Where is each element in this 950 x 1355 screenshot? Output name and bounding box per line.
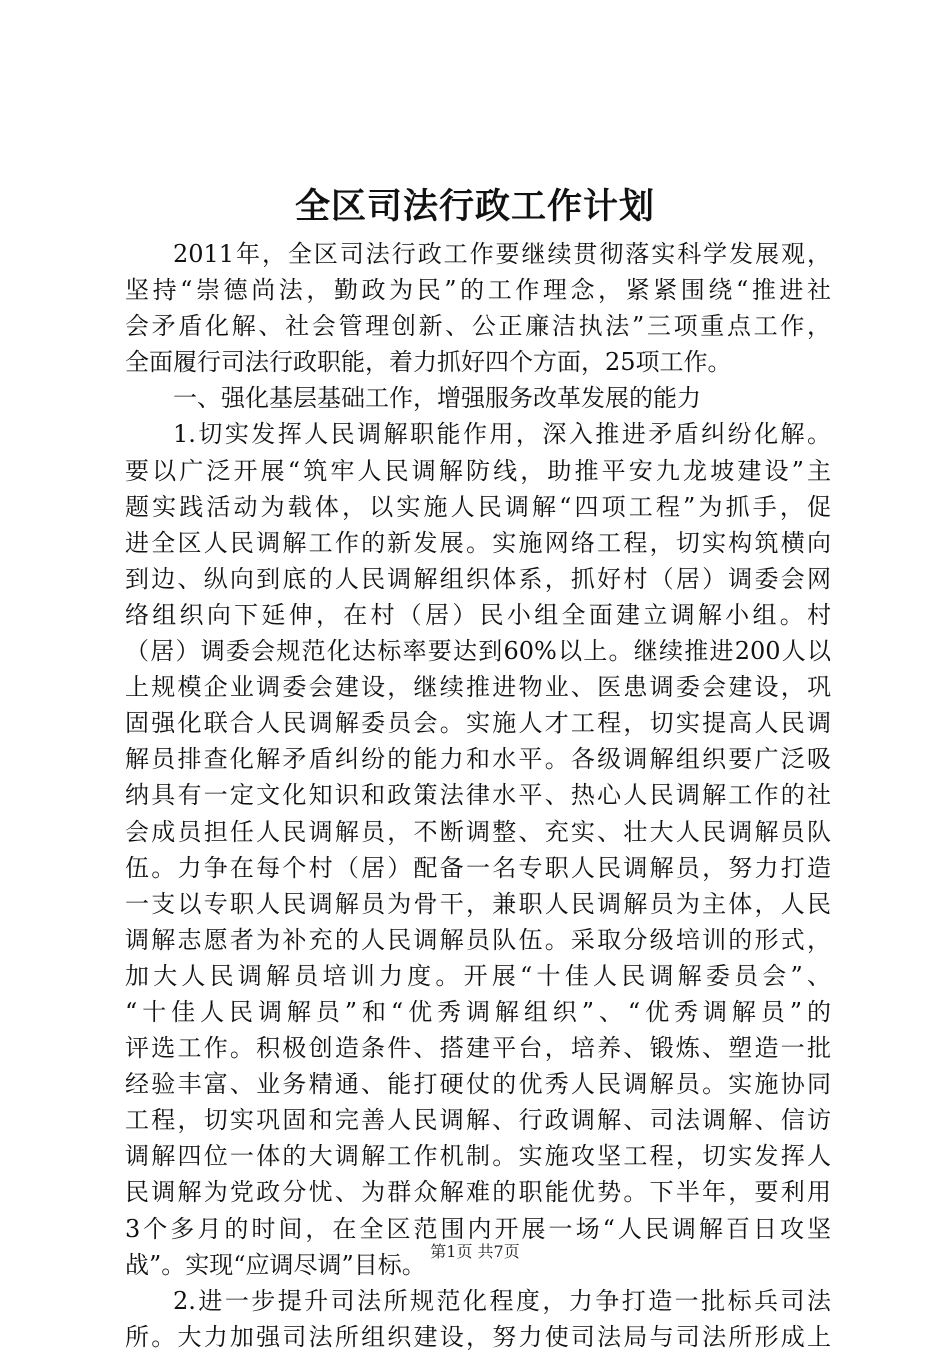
text-line: 进全区人民调解工作的新发展。实施网络工程，切实构筑横向 (125, 528, 831, 557)
text-line: 经验丰富、业务精通、能打硬仗的优秀人民调解员。实施协同 (125, 1070, 831, 1099)
text-line: 3个多月的时间，在全区范围内开展一场“人民调解百日攻坚 (125, 1214, 831, 1243)
text-line: 坚持“崇德尚法，勤政为民”的工作理念，紧紧围绕“推进社 (125, 276, 831, 305)
text-line: （居）调委会规范化达标率要达到60%以上。继续推进200人以 (125, 637, 831, 666)
document-body (125, 236, 831, 1355)
text-line: 一支以专职人民调解员为骨干，兼职人民调解员为主体，人民 (125, 889, 831, 918)
text-line: 到边、纵向到底的人民调解组织体系，抓好村（居）调委会网 (125, 564, 831, 593)
section-heading: 一、强化基层基础工作，增强服务改革发展的能力 (173, 384, 701, 413)
text-line: 工程，切实巩固和完善人民调解、行政调解、司法调解、信访 (125, 1106, 831, 1135)
text-line: 所。大力加强司法所组织建设，努力使司法局与司法所形成上 (125, 1322, 831, 1351)
text-line: 加大人民调解员培训力度。开展“十佳人民调解委员会”、 (125, 961, 831, 990)
text-line: 民调解为党政分忧、为群众解难的职能优势。下半年，要利用 (125, 1178, 831, 1207)
text-line: 伍。力争在每个村（居）配备一名专职人民调解员，努力打造 (125, 853, 831, 882)
text-line: 纳具有一定文化知识和政策法律水平、热心人民调解工作的社 (125, 781, 831, 810)
page-footer: 第1页 共7页 (430, 1242, 520, 1261)
text-line: 题实践活动为载体，以实施人民调解“四项工程”为抓手，促 (125, 492, 831, 521)
text-line: 上规模企业调委会建设，继续推进物业、医患调委会建设，巩 (125, 673, 831, 702)
text-line: 战”。实现“应调尽调”目标。 (125, 1250, 426, 1279)
text-line: 2011年，全区司法行政工作要继续贯彻落实科学发展观， (173, 240, 831, 268)
text-line: 解员排查化解矛盾纠纷的能力和水平。各级调解组织要广泛吸 (125, 745, 831, 774)
text-line: 2.进一步提升司法所规范化程度，力争打造一批标兵司法 (173, 1286, 831, 1315)
text-line: 调解志愿者为补充的人民调解员队伍。采取分级培训的形式， (125, 925, 831, 954)
text-line: 1.切实发挥人民调解职能作用，深入推进矛盾纠纷化解。 (173, 420, 831, 449)
text-line: 全面履行司法行政职能，着力抓好四个方面，25项工作。 (125, 348, 732, 377)
text-line: 评选工作。积极创造条件、搭建平台，培养、锻炼、塑造一批 (125, 1034, 831, 1063)
text-line: 会成员担任人民调解员，不断调整、充实、壮大人民调解员队 (125, 817, 831, 846)
text-line: 络组织向下延伸，在村（居）民小组全面建立调解小组。村 (125, 600, 831, 629)
text-line: 调解四位一体的大调解工作机制。实施攻坚工程，切实发挥人 (125, 1142, 831, 1171)
text-line: 固强化联合人民调解委员会。实施人才工程，切实提高人民调 (125, 709, 831, 738)
text-line: 会矛盾化解、社会管理创新、公正廉洁执法”三项重点工作， (125, 312, 831, 341)
text-line: “十佳人民调解员”和“优秀调解组织”、“优秀调解员”的 (125, 997, 831, 1026)
text-line: 要以广泛开展“筑牢人民调解防线，助推平安九龙坡建设”主 (125, 456, 831, 485)
document-title: 全区司法行政工作计划 (294, 186, 655, 227)
